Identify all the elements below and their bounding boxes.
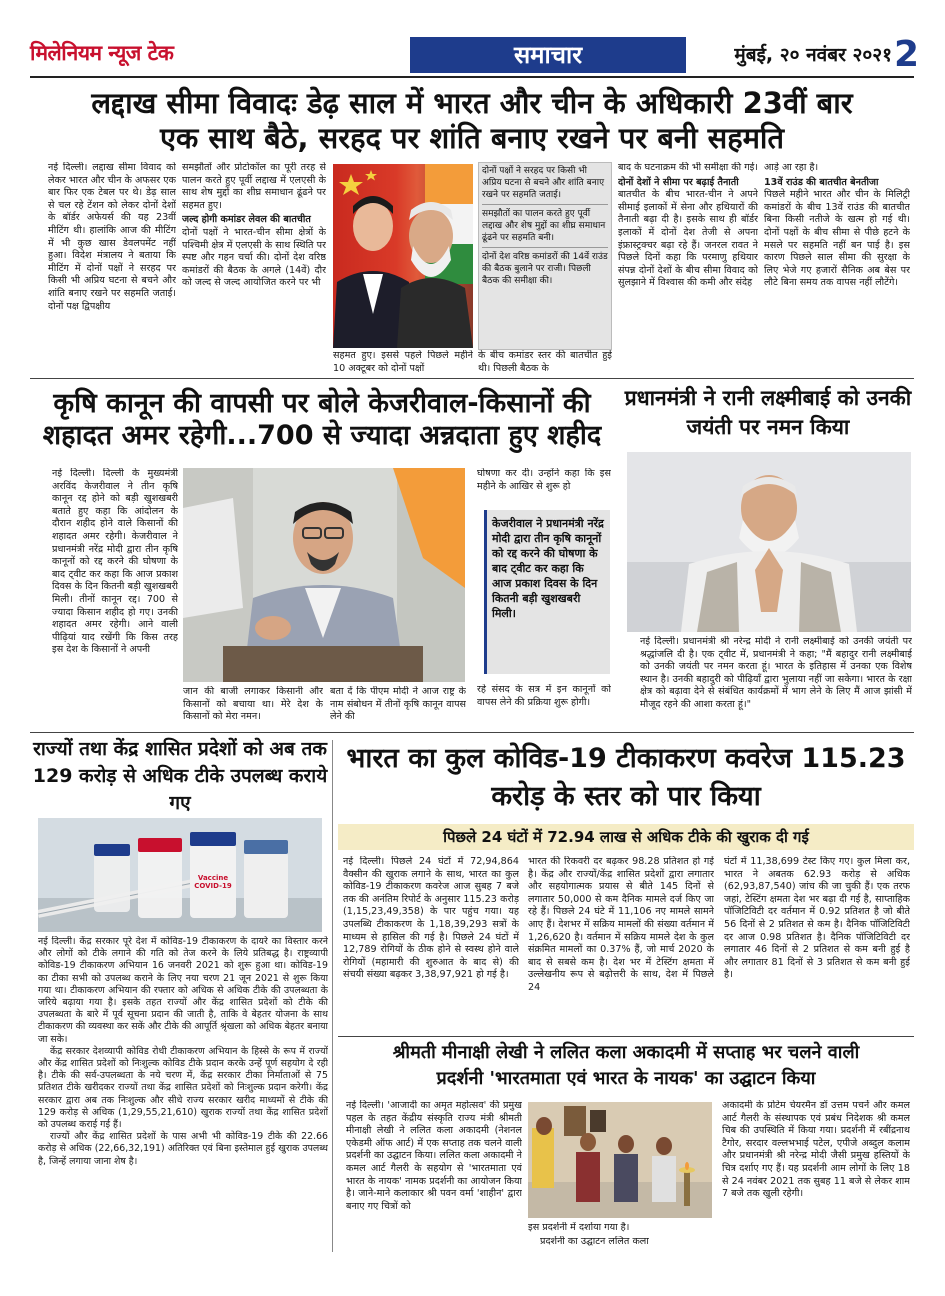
story1-col5: आड़े आ रहा है। 13वें राउंड की बातचीत बेनतीजा पिछले महीने भारत और चीन के मिलिट्री कमांडरों के बीच 13वें राउंड की बातचीत बिना किसी नतीजे के खत्म हो गई थी। दोनों पक्षों के बीच सीमा से पीछे हटने के मसले पर सहमति नहीं बन पाई है। इस कारण पिछले साल सीमा की सुरक्षा के लिए भेजे गए हजारों सैनिक अब बेस पर लौटे बिना समय तक वापस नहीं लौटेंगे। xyxy=(764,162,910,289)
story4-body: नई दिल्ली। केंद्र सरकार पूरे देश में कोविड-19 टीकाकरण के दायरे का विस्तार करने और लोगों को टीके लगाने की गति को तेज करने के लिये प्रतिबद्ध है। राष्ट्रव्यापी कोविड-19 टीकाकरण अभियान 16 जनवरी 2021 को शुरू हुआ था। कोविड-19 का टीका सभी को उपलब्ध कराने के लिए नया चरण 21 जून 2021 से शुरू किया गया था। टीकाकरण अभियान की रफ्तार को अधिक से अधिक टीके की उपलब्धता के जरिये बढ़ाया गया है। इसके तहत राज्यों और केंद्र शासित प्रदेशों को टीके की उपलब्धता के बारे में पूर्व सूचना प्रदान की जाती है, ताकि वे बेहतर योजना के साथ टीकाकरण की व्यवस्था कर सकें और टीके की आपूर्ति श्रृंखला को अधिक बेहतर बनाया जा सके। केंद्र सरकार देशव्यापी कोविड रोधी टीकाकरण अभियान के हिस्से के रूप में राज्यों और केंद्र शासित प्रदेशों को निःशुल्क कोविड टीके प्रदान करके उन्हें पूर्ण सहयोग दे रही है। टीके की सर्व-उपलब्धता के नये चरण में, केंद्र सरकार टीका निर्माताओं से 75 प्रतिशत टीके खरीदकर राज्यों तथा केंद्र शासित प्रदेशों को निःशुल्क प्रदान करेगी। केंद्र सरकार द्वारा अब तक निःशुल्क और सीधे राज्य सरकार खरीद माध्यमों से टीके की 129 करोड़ से अधिक (1,29,55,21,610) खुराक राज्यों तथा केंद्र शासित प्रदेशों को उपलब्ध कराई गई हैं। राज्यों और केंद्र शासित प्रदेशों के पास अभी भी कोविड-19 टीके की 22.66 करोड़ से अधिक (22,66,32,191) अतिरिक्त एवं बिना इस्तेमाल हुई खुराक उपलब्ध है, जिन्हें लगाया जाना शेष है। xyxy=(38,936,328,1167)
story1-rule xyxy=(30,378,914,379)
story6-photo-caption-1: इस प्रदर्शनी में दर्शाया गया है। xyxy=(528,1222,630,1233)
story5-rule xyxy=(338,1036,914,1037)
masthead-section: समाचार xyxy=(513,41,583,69)
story5-strap: पिछले 24 घंटों में 72.94 लाख से अधिक टीके की खुराक दी गई xyxy=(338,824,914,850)
story6-col1: नई दिल्ली। 'आजादी का अमृत महोत्सव' की प्रमुख पहल के तहत केंद्रीय संस्कृति राज्य मंत्री श्रीमती मीनाक्षी लेखी ने ललित कला अकादमी (नेशनल एकेडमी ऑफ आर्ट) में एक सप्ताह तक चलने वाली प्रदर्शनी का उद्घाटन किया। ललित कला अकादमी ने कमल आर्ट गैलरी के सहयोग से 'भारतमाता एवं भारत के नायक' नामक प्रदर्शनी का आयोजन किया है। जाने-माने कलाकार श्री पवन वर्मा 'शाहीन' द्वारा बनाए गए चित्रों को xyxy=(346,1100,522,1212)
story6-col3: अकादमी के प्रोटेम चेयरमैन डॉ उत्तम पचर्ने और कमल आर्ट गैलरी के संस्थापक एवं प्रबंध निदेशक श्री कमल चिब की उपस्थिति में किया गया। प्रदर्शनी में रबींद्रनाथ टैगोर, सरदार वल्लभभाई पटेल, एपीजे अब्दुल कलाम और प्रधानमंत्री श्री नरेन्द्र मोदी जैसी प्रमुख हस्तियों के चित्र दर्शाए गए हैं। यह प्रदर्शनी आम लोगों के लिए 18 से 24 नवंबर 2021 तक सुबह 11 बजे से लेकर शाम 7 बजे तक खुली रहेगी। xyxy=(722,1100,910,1200)
story1-callout: दोनों पक्षों ने सरहद पर किसी भी अप्रिय घटना से बचने और शांति बनाए रखने पर सहमति जताई। समझौतों का पालन करते हुए पूर्वी लद्दाख और शेष मुद्दों का शीघ्र समाधान ढूंढने पर सहमति बनी। दोनों देश वरिष्ठ कमांडरों की 14वें राउंड की बैठक बुलाने पर राजी। पिछली बैठक की समीक्षा की। xyxy=(478,162,612,350)
story2-callout: केजरीवाल ने प्रधानमंत्री नरेंद्र मोदी द्वारा तीन कृषि कानूनों को रद्द करने की घोषणा के बाद ट्वीट कर कहा कि आज प्रकाश दिवस के दिन कितनी बड़ी खुशखबरी मिली। xyxy=(484,510,610,674)
story4-vertical-rule xyxy=(332,740,333,1252)
story5-col2: भारत की रिकवरी दर बढ़कर 98.28 प्रतिशत हो गई है। केंद्र और राज्यों/केंद्र शासित प्रदेशों द्वारा लगातार और सहयोगात्मक प्रयास से बीते 145 दिनों से लगातार 50,000 से कम दैनिक मामले दर्ज किए जा रहे हैं। पिछले 24 घंटे में 11,106 नए मामले सामने आए हैं। देशभर में सक्रिय मामलों की संख्या वर्तमान में 1,26,620 है। वर्तमान में सक्रिय मामले देश के कुल संक्रमित मामलों का 0.37% हैं, जो मार्च 2020 के बाद से सबसे कम है। देश भर में टेस्टिंग क्षमता में उल्लेखनीय रूप से बढ़ोत्तरी के साथ, देश में पिछले 24 xyxy=(528,856,714,993)
story2-col4-top: घोषणा कर दी। उन्होंने कहा कि इस महीने के आखिर से शुरू हो xyxy=(477,468,611,492)
masthead-dateline: मुंबई, २० नवंबर २०२१ xyxy=(734,44,892,66)
story1-photo-leaders xyxy=(333,164,473,348)
story2-headline: कृषि कानून की वापसी पर बोले केजरीवाल-किसानों की शहादत अमर रहेगी...700 से ज्यादा अन्नदाता हुए शहीद xyxy=(42,388,602,452)
story3-body: नई दिल्ली। प्रधानमंत्री श्री नरेन्द्र मोदी ने रानी लक्ष्मीबाई को उनकी जयंती पर श्रद्धांजलि दी है। एक ट्वीट में, प्रधानमंत्री ने कहा; "मैं बहादुर रानी लक्ष्मीबाई को उनकी जयंती पर नमन करता हूं। भारत के इतिहास में उनका एक विशेष स्थान है। उनकी बहादुरी को पीढ़ियाँ द्वारा भुलाया नहीं जा सकेगा। भारत के रक्षा क्षेत्र को बढ़ावा देने से संबंधित कार्यक्रमों में भाग लेने के लिए मैं आज झांसी में मौजूद रहने की आशा करता हूं।" xyxy=(640,636,912,710)
story3-headline: प्रधानमंत्री ने रानी लक्ष्मीबाई को उनकी जयंती पर नमन किया xyxy=(624,386,912,439)
story1-callout-tail: के बीच कमांडर स्तर की बातचीत हुई थी। पिछली बैठक के xyxy=(478,350,612,374)
story6-photo-exhibition xyxy=(528,1102,712,1218)
story2-col3: बता दें कि पीएम मोदी ने आज राष्ट्र के नाम संबोधन में तीनों कृषि कानून वापस लेने की xyxy=(330,686,466,723)
story4-headline: राज्यों तथा केंद्र शासित प्रदेशों को अब तक 129 करोड़ से अधिक टीके उपलब्ध कराये गए xyxy=(32,738,328,814)
story2-col1: नई दिल्ली। दिल्ली के मुख्यमंत्री अरविंद केजरीवाल ने तीन कृषि कानून रद्द होने को बड़ी खुशखबरी बताते हुए कहा कि आंदोलन के दौरान शहीद होने वाले किसानों की शहादत अमर रहेगी। केजरीवाल ने प्रधानमंत्री नरेंद्र मोदी द्वारा तीन कृषि कानूनों को रद्द करने की घोषणा के बाद ट्वीट कर कहा कि आज प्रकाश दिवस के दिन कितनी बड़ी खुशखबरी मिली। तीनों कानून रद्द। 700 से ज्यादा किसान शहीद हो गए। उनकी शहादत अमर रहेगी। आने वाली पीढ़ियां याद रखेंगी कि किस तरह इस देश के किसानों ने अपनी xyxy=(52,468,178,656)
story4-photo-vaccine xyxy=(38,818,322,932)
story5-col3: घंटों में 11,38,699 टेस्ट किए गए। कुल मिला कर, भारत ने अबतक 62.93 करोड़ से अधिक (62,93,87,540) जांच की जा चुकी हैं। एक तरफ जहां, टेस्टिंग क्षमता देश भर बढ़ा दी गई है, साप्ताहिक पॉजिटिविटी दर वर्तमान में 0.92 प्रतिशत है जो बीते 56 दिनों से 2 प्रतिशत से कम है। दैनिक पॉजिटिविटी दर आज 0.98 प्रतिशत है। दैनिक पॉजिटिविटी दर लगातार 46 दिनों से 2 प्रतिशत से कम बनी हुई है और लगातार 81 दिनों से 3 प्रतिशत से कम बनी हुई है। xyxy=(724,856,910,981)
modi-illustration xyxy=(627,452,911,632)
story2-photo-kejriwal xyxy=(183,468,465,682)
story5-headline: भारत का कुल कोविड-19 टीकाकरण कवरेज 115.23 करोड़ के स्तर को पार किया xyxy=(346,743,906,812)
leaders-illustration xyxy=(333,164,473,348)
story6-headline: श्रीमती मीनाक्षी लेखी ने ललित कला अकादमी में सप्ताह भर चलने वाली प्रदर्शनी 'भारतमाता एवं भारत के नायक' का उद्घाटन किया xyxy=(392,1042,860,1089)
kejriwal-illustration xyxy=(183,468,465,682)
story1-photo-caption: सहमत हुए। इससे पहले पिछले महीने 10 अक्टूबर को दोनों पक्षों xyxy=(333,350,473,374)
story2-photo-caption: जान की बाजी लगाकर किसानी और किसानों को बचाया था। मेरे देश के किसानों को मेरा नमन। xyxy=(183,686,323,723)
story2-rule xyxy=(30,732,914,733)
page-number: 2 xyxy=(894,34,920,75)
story5-col1: नई दिल्ली। पिछले 24 घंटों में 72,94,864 वैक्सीन की खुराक लगाने के साथ, भारत का कुल कोविड-19 टीकाकरण कवरेज आज सुबह 7 बजे तक की अनंतिम रिपोर्ट के अनुसार 115.23 करोड़ (1,15,23,49,358) के पार पहुंच गया। यह उपलब्धि टीकाकरण के 1,18,39,293 सत्रों के माध्यम से हासिल की गई है। पिछले 24 घंटों में 12,789 रोगियों के ठीक होने से स्वस्थ होने वाले रोगियों (महामारी की शुरुआत के बाद से) की संचयी संख्या बढ़कर 3,38,97,921 हो गई है। xyxy=(343,856,519,981)
story1-headline: लद्दाख सीमा विवादः डेढ़ साल में भारत और चीन के अधिकारी 23वीं बार एक साथ बैठे, सरहद पर शांति बनाए रखने पर बनी सहमति xyxy=(91,86,853,155)
vaccine-vials-illustration xyxy=(38,818,322,932)
story3-photo-modi xyxy=(627,452,911,632)
story1-col1: नई दिल्ली। लद्दाख सीमा विवाद को लेकर भारत और चीन के अफसर एक बार फिर एक टेबल पर थे। डेढ़ साल से चल रहे टेंशन को लेकर दोनों देशों के बॉर्डर अफेयर्स की यह 23वीं मीटिंग थी। हालांकि आज की मीटिंग में भी कुछ खास डेवलपमेंट नहीं हुआ। विदेश मंत्रालय ने बताया कि मीटिंग में दोनों पक्षों ने सरहद पर किसी भी अप्रिय घटना से बचने और शांति बनाए रखने पर सहमति जताई। दोनों पक्ष द्विपक्षीय xyxy=(48,162,176,312)
story1-col4: बाद के घटनाक्रम की भी समीक्षा की गई। दोनों देशों ने सीमा पर बढ़ाई तैनाती बातचीत के बीच भारत-चीन ने अपने सीमाई इलाकों में सेना और हथियारों की तैनाती बढ़ा दी है। इसके साथ ही बॉर्डर इलाकों में दोनों देश तेजी से अपना इंफ्रास्ट्रक्चर बढ़ा रहे हैं। जनरल रावत ने पिछले दिनों कहा कि परमाणु हथियार संपन्न दोनों देशों के बीच सीमा विवाद को सुलझाने में विश्वास की कमी और संदेह xyxy=(618,162,758,289)
exhibition-illustration xyxy=(528,1102,712,1218)
vial-label: Vaccine COVID-19 xyxy=(194,874,232,890)
masthead-section-box xyxy=(410,37,686,73)
story1-col2: समझौतों और प्रोटोकॉल का पूरी तरह से पालन करते हुए पूर्वी लद्दाख में एलएसी के साथ शेष मुद्दों का शीघ्र समाधान ढूंढने पर सहमत हुए। जल्द होगी कमांडर लेवल की बातचीत दोनों पक्षों ने भारत-चीन सीमा क्षेत्रों के पश्चिमी क्षेत्र में एलएसी के साथ स्थिति पर स्पष्ट और गहन चर्चा की। दोनों देश वरिष्ठ कमांडरों की बैठक के अगले (14वें) दौर को जल्द से जल्द आयोजित करने पर भी xyxy=(182,162,326,289)
masthead-brand: मिलेनियम न्यूज टेक xyxy=(30,41,174,65)
masthead xyxy=(30,34,920,78)
masthead-rule xyxy=(30,76,914,78)
story2-col4-bottom: रहे संसद के सत्र में इन कानूनों को वापस लेने की प्रक्रिया शुरू होगी। xyxy=(477,684,611,708)
story6-photo-caption-2: प्रदर्शनी का उद्घाटन ललित कला xyxy=(540,1236,649,1247)
